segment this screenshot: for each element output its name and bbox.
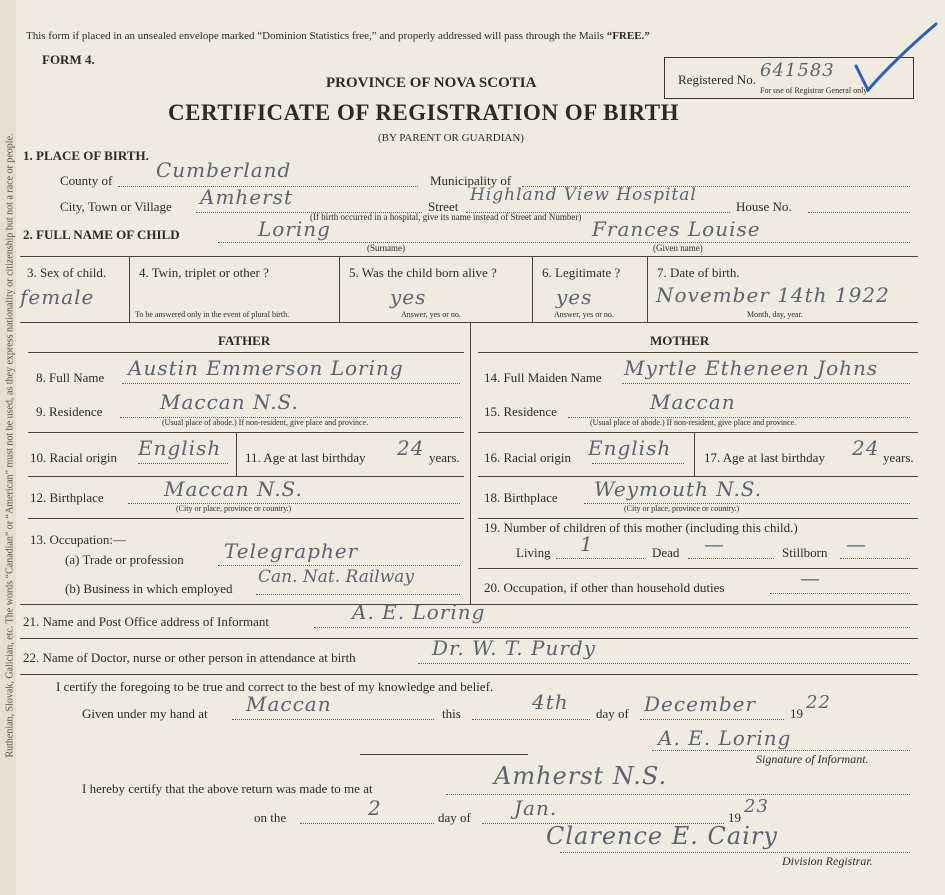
mother-age-label: 17. Age at last birthday: [704, 450, 825, 465]
legitimate-note: Answer, yes or no.: [554, 310, 614, 319]
mother-occupation-line: [770, 593, 910, 594]
rule: [20, 256, 918, 257]
surname-note: (Surname): [367, 243, 405, 253]
informant-line: [314, 627, 910, 628]
father-age-unit: years.: [429, 450, 460, 465]
doctor-label: 22. Name of Doctor, nurse or other person in attendance at birth: [23, 650, 356, 665]
mother-residence-value: Maccan: [650, 390, 736, 414]
registrar-text: I hereby certify that the above return was made to me at: [82, 781, 373, 796]
registered-note: For use of Registrar General only: [760, 86, 868, 95]
living-line: [556, 558, 644, 559]
column-divider: [236, 432, 237, 476]
informant-value: A. E. Loring: [352, 600, 486, 624]
hospital-note: (If birth occurred in a hospital, give its name instead of Street and Number): [310, 212, 582, 222]
dead-line: [688, 558, 774, 559]
legitimate-label: 6. Legitimate ?: [542, 265, 621, 280]
father-racial-line: [138, 463, 228, 464]
free-label: “FREE.”: [606, 30, 650, 42]
column-divider: [532, 256, 533, 322]
father-age-label: 11. Age at last birthday: [245, 450, 366, 465]
occupation-label: 13. Occupation:—: [30, 532, 127, 547]
given-name-note: (Given name): [653, 243, 703, 253]
twin-label: 4. Twin, triplet or other ?: [139, 265, 269, 280]
father-heading: FATHER: [218, 333, 271, 348]
mother-racial-line: [592, 463, 684, 464]
city-value: Amherst: [200, 185, 293, 209]
side-margin: [0, 0, 16, 895]
stillborn-label: Stillborn: [782, 545, 828, 560]
day-of-label: day of: [596, 706, 629, 721]
trade-label: (a) Trade or profession: [65, 552, 184, 567]
dead-value: —: [704, 532, 725, 556]
father-birthplace-label: 12. Birthplace: [30, 490, 104, 505]
doctor-value: Dr. W. T. Purdy: [432, 636, 597, 660]
mother-age-unit: years.: [883, 450, 914, 465]
registrar-year-value: 23: [744, 796, 769, 817]
father-residence-label: 9. Residence: [36, 404, 103, 419]
stillborn-line: [840, 558, 910, 559]
registrar-place-value: Amherst N.S.: [494, 762, 668, 790]
father-age-value: 24: [397, 436, 425, 460]
rule: [478, 568, 918, 569]
date-of-birth-value: November 14th 1922: [656, 283, 890, 307]
registrar-place-line: [446, 794, 910, 795]
house-label: House No.: [736, 199, 792, 214]
registrar-year-prefix: 19: [728, 810, 741, 825]
informant-label: 21. Name and Post Office address of Informant: [23, 614, 269, 629]
father-birthplace-note: (City or place, province or country.): [176, 504, 292, 513]
legitimate-value: yes: [556, 285, 593, 309]
county-value: Cumberland: [156, 158, 292, 182]
month-line: [640, 719, 784, 720]
mail-notice: [26, 30, 650, 42]
mother-name-value: Myrtle Etheneen Johns: [624, 356, 879, 380]
mother-residence-note: (Usual place of abode.) If non-resident, give place and province.: [590, 418, 797, 427]
father-name-line: [122, 383, 460, 384]
column-divider: [129, 256, 130, 322]
registered-label: Registered No.: [678, 72, 756, 87]
province-heading: PROVINCE OF NOVA SCOTIA: [326, 75, 537, 91]
year-prefix: 19: [790, 706, 803, 721]
father-name-label: 8. Full Name: [36, 370, 105, 385]
registrar-signature: Clarence E. Cairy: [546, 822, 778, 850]
column-divider: [339, 256, 340, 322]
registrar-signature-line: [560, 852, 910, 853]
rule: [478, 518, 918, 519]
rule: [28, 432, 464, 433]
mother-racial-label: 16. Racial origin: [484, 450, 572, 465]
rule: [478, 432, 918, 433]
house-line: [808, 212, 910, 213]
place-of-birth-heading: 1. PLACE OF BIRTH.: [23, 148, 149, 163]
rule: [360, 754, 528, 755]
business-label: (b) Business in which employed: [65, 581, 233, 596]
mother-heading: MOTHER: [650, 333, 710, 348]
side-margin-text: Ruthenian, Slovak, Galician, etc. The words “Canadian” or “American” must not be used, as they express nationality or citizenship but not a race or people.: [4, 133, 16, 758]
twin-note: To be answered only in the event of plural birth.: [135, 310, 290, 319]
rule: [28, 352, 464, 353]
this-label: this: [442, 706, 461, 721]
street-value: Highland View Hospital: [470, 185, 697, 205]
father-name-value: Austin Emmerson Loring: [128, 356, 404, 380]
mother-occupation-label: 20. Occupation, if other than household duties: [484, 580, 725, 595]
child-name-line: [218, 242, 910, 243]
mother-residence-label: 15. Residence: [484, 404, 557, 419]
on-the-label: on the: [254, 810, 287, 825]
month-value: December: [644, 692, 757, 716]
date-of-birth-label: 7. Date of birth.: [657, 265, 740, 280]
column-divider: [694, 432, 695, 476]
mother-name-line: [622, 383, 910, 384]
form-number: FORM 4.: [42, 52, 95, 67]
alive-label: 5. Was the child born alive ?: [349, 265, 497, 280]
mother-birthplace-label: 18. Birthplace: [484, 490, 558, 505]
alive-value: yes: [390, 285, 427, 309]
mail-notice-text: This form if placed in an unsealed envelope marked “Dominion Statistics free,” and properly addressed will pass through the Mails: [26, 30, 604, 42]
father-racial-value: English: [138, 436, 222, 460]
dead-label: Dead: [652, 545, 680, 560]
child-surname: Loring: [258, 217, 331, 241]
registrar-day-value: 2: [368, 796, 382, 820]
child-name-label: 2. FULL NAME OF CHILD: [23, 227, 180, 242]
alive-note: Answer, yes or no.: [401, 310, 461, 319]
informant-signature: A. E. Loring: [658, 726, 792, 750]
living-value: 1: [580, 532, 594, 556]
day-value: 4th: [532, 690, 569, 714]
certify-text: I certify the foregoing to be true and correct to the best of my knowledge and belief.: [56, 679, 494, 694]
registrar-label: Division Registrar.: [782, 854, 873, 868]
trade-value: Telegrapher: [224, 539, 359, 563]
page-subtitle: (BY PARENT OR GUARDIAN): [378, 132, 524, 144]
mother-birthplace-value: Weymouth N.S.: [594, 477, 763, 501]
signature-line: [652, 750, 910, 751]
parents-divider: [470, 322, 471, 604]
rule: [28, 518, 464, 519]
check-mark-icon: [850, 18, 940, 98]
mother-occupation-value: —: [800, 566, 821, 590]
trade-line: [218, 565, 460, 566]
child-given-name: Frances Louise: [592, 217, 761, 241]
day-line: [472, 719, 590, 720]
father-residence-value: Maccan N.S.: [160, 390, 299, 414]
date-note: Month, day, year.: [747, 310, 803, 319]
sex-label: 3. Sex of child.: [27, 265, 107, 280]
sex-value: female: [20, 285, 95, 309]
registered-number: 641583: [760, 60, 835, 81]
business-line: [256, 594, 460, 595]
rule: [20, 674, 918, 675]
business-value: Can. Nat. Railway: [258, 567, 415, 587]
given-label: Given under my hand at: [82, 706, 208, 721]
father-residence-note: (Usual place of abode.) If non-resident, give place and province.: [162, 418, 369, 427]
living-label: Living: [516, 545, 551, 560]
registrar-day-of-label: day of: [438, 810, 471, 825]
children-label: 19. Number of children of this mother (including this child.): [484, 520, 798, 535]
municipality-label: Municipality of: [430, 173, 512, 188]
father-birthplace-value: Maccan N.S.: [164, 477, 303, 501]
stillborn-value: —: [846, 532, 867, 556]
street-label: Street: [428, 199, 459, 214]
given-place-value: Maccan: [246, 692, 332, 716]
city-label: City, Town or Village: [60, 199, 172, 214]
column-divider: [647, 256, 648, 322]
mother-birthplace-note: (City or place, province or country.): [624, 504, 740, 513]
mother-name-label: 14. Full Maiden Name: [484, 370, 602, 385]
rule: [20, 322, 918, 323]
year-value: 22: [806, 692, 831, 713]
page-title: CERTIFICATE OF REGISTRATION OF BIRTH: [168, 100, 679, 125]
registrar-day-line: [300, 823, 434, 824]
registrar-month-value: Jan.: [514, 796, 558, 820]
given-place-line: [232, 719, 434, 720]
signature-label: Signature of Informant.: [756, 752, 869, 766]
father-racial-label: 10. Racial origin: [30, 450, 118, 465]
doctor-line: [418, 663, 910, 664]
county-label: County of: [60, 173, 113, 188]
mother-age-value: 24: [852, 436, 880, 460]
rule: [478, 352, 918, 353]
mother-racial-value: English: [588, 436, 672, 460]
